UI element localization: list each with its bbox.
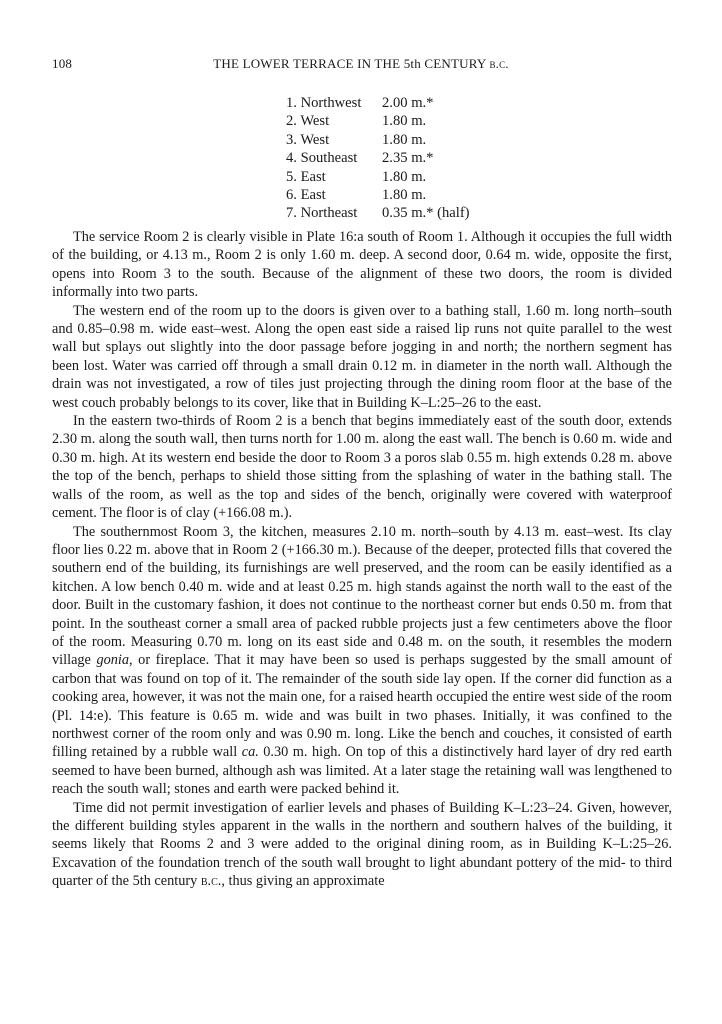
text-run: The southernmost Room 3, the kitchen, measures 2.10 m. north–south by 4.13 m. east–west. Its clay floor lies 0.22 m. above that in Room 2 (+166.30 m.). Because of the deeper, protected fills that covered the southern end of the building, its furnishings are well preserved, and the room can be easily identified as a kitchen. A low bench 0.40 m. wide and at least 0.25 m. high stands against the north wall to the east of the door. Built in the customary fashion, it does not continue to the northeast corner but ends 0.50 m. from that point. In the southeast corner a small area of packed rubble projects just a few centimeters above the floor of the room. Measuring 0.70 m. long on its east side and 0.48 m. on the south, it resembles the modern village: [52, 523, 672, 669]
couch-list: [286, 94, 470, 223]
couch-row: [286, 204, 470, 222]
paragraph-building-phases: [52, 799, 672, 891]
running-head-era: b.c.: [489, 56, 509, 71]
paragraph-bathing-stall: The western end of the room up to the doors is given over to a bathing stall, 1.60 m. long north–south and 0.85–0.98 m. wide east–west. Along the open east side a raised lip runs not quite parallel to the west wall but splays out slightly into the door passage before jogging in and north; the northern segment has been lost. Water was carried off through a small drain 0.12 m. in diameter in the north wall. Although the drain was not investigated, a row of tiles just projecting through the dining room floor at the base of the west couch probably belongs to its cover, like that in Building K–L:25–26 to the east.: [52, 302, 672, 411]
couch-length: 0.35 m.* (half): [382, 205, 470, 222]
couch-length: 1.80 m.: [382, 131, 427, 148]
era-abbreviation: b.c.: [200, 873, 222, 890]
text-run: Time did not permit investigation of earlier levels and phases of Building K–L:23–24. Given, however, the different building styles apparent in the walls in the northern and southern halves of the building, it seems likely that Rooms 2 and 3 were added to the original dining room, as in Building K–L:25–26. Excavation of the foundation trench of the south wall brought to light abundant pottery of the mid- to third quarter of the 5th century: [52, 799, 672, 890]
couch-name: 6. East: [286, 187, 326, 204]
couch-name: 2. West: [286, 113, 330, 130]
running-head: [52, 56, 670, 72]
couch-row: [286, 149, 470, 167]
couch-length: 1.80 m.: [382, 113, 427, 130]
couch-name: 5. East: [286, 168, 326, 185]
couch-row: [286, 168, 470, 186]
text-run: , thus giving an approximate: [221, 873, 385, 890]
body-text: [52, 228, 672, 891]
paragraph-room3-kitchen: [52, 523, 672, 799]
couch-name: 7. Northeast: [286, 205, 358, 222]
text-run: , or fireplace. That it may have been so used is perhaps suggested by the small amount of carbon that was found on top of it. The remainder of the south side lay open. If the corner did function as a cooking area, however, it was not the main one, for a raised hearth occupied the entire west side of the room (Pl. 14:e). This feature is 0.65 m. wide and was built in two phases. Initially, it was confined to the northwest corner of the room only and was 0.90 m. long. Like the bench and couches, it consisted of earth filling retained by a rubble wall: [52, 652, 672, 761]
page-header: [52, 56, 670, 76]
couch-row: [286, 186, 470, 204]
couch-length: 1.80 m.: [382, 168, 427, 185]
paragraph-room2-bench: In the eastern two-thirds of Room 2 is a bench that begins immediately east of the south door, extends 2.30 m. along the south wall, then turns north for 1.00 m. along the east wall. The bench is 0.60 m. wide and 0.30 m. high. At its western end beside the door to Room 3 a poros slab 0.55 m. high extends 0.28 m. above the top of the bench, perhaps to shield those sitting from the splashing of water in the bathing stall. The walls of the room, as well as the top and sides of the bench, originally were covered with waterproof cement. The floor is of clay (+166.08 m.).: [52, 413, 672, 522]
italic-term: ca.: [241, 744, 259, 761]
couch-row: [286, 112, 470, 130]
couch-length: 2.00 m.*: [382, 95, 434, 111]
running-head-title: THE LOWER TERRACE IN THE 5th CENTURY: [213, 56, 490, 71]
couch-name: 3. West: [286, 131, 330, 148]
couch-row: [286, 94, 470, 112]
page-number: 108: [52, 56, 73, 71]
couch-length: 1.80 m.: [382, 187, 427, 204]
couch-name: 4. Southeast: [286, 150, 358, 167]
couch-row: [286, 131, 470, 149]
couch-length: 2.35 m.*: [382, 150, 434, 167]
couch-name: 1. Northwest: [286, 95, 362, 111]
text-run: 0.30 m. high. On top of this a distinctively hard layer of dry red earth seemed to have been burned, although ash was limited. At a later stage the retaining wall was lengthened to reach the south wall; stones and earth were packed behind it.: [52, 744, 672, 798]
paragraph-room2-service: The service Room 2 is clearly visible in Plate 16:a south of Room 1. Although it occupies the full width of the building, or 4.13 m., Room 2 is only 1.60 m. deep. A second door, 0.64 m. wide, opposite the first, opens into Room 3 to the south. Because of the alignment of these two doors, the room is divided informally into two parts.: [52, 229, 672, 301]
italic-term: gonia: [96, 652, 130, 669]
